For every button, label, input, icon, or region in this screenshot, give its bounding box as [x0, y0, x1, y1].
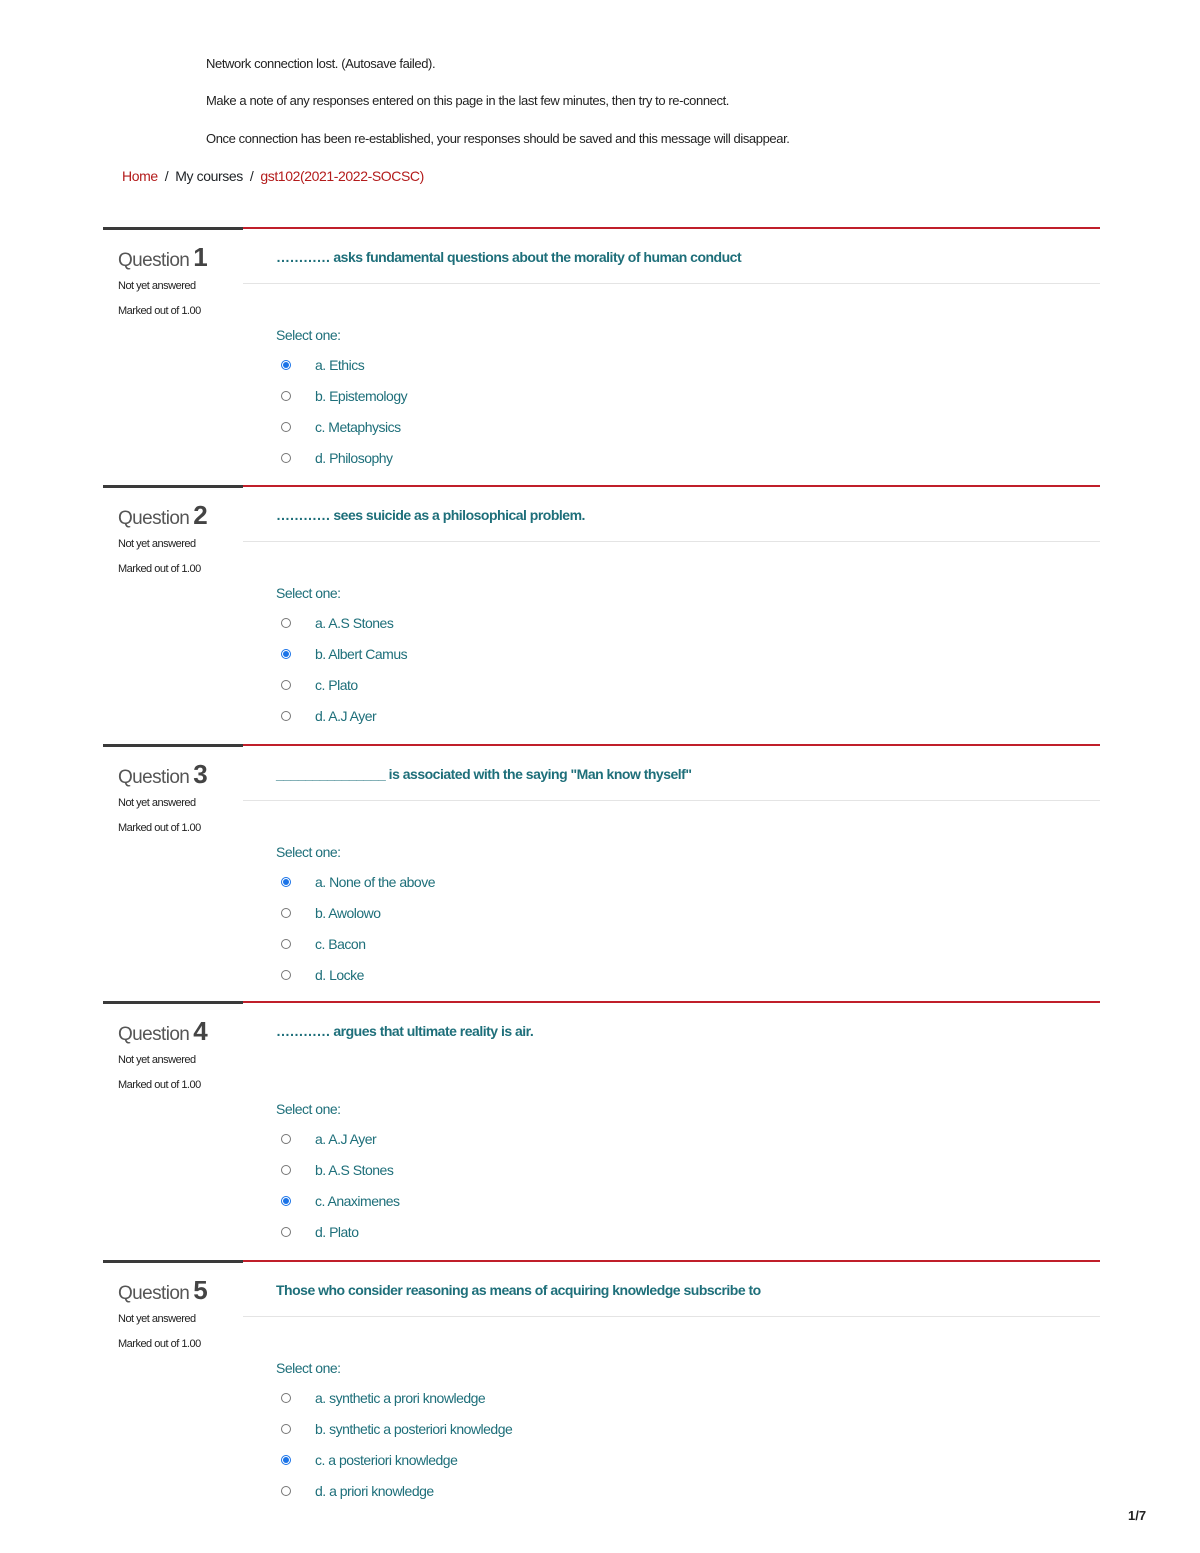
- answer-option-d[interactable]: [281, 700, 407, 731]
- question-info-top-border: [103, 1260, 243, 1263]
- answer-label[interactable]: d. Philosophy: [315, 449, 393, 466]
- question-number: 2: [193, 500, 208, 530]
- answer-label[interactable]: d. a priori knowledge: [315, 1482, 434, 1499]
- radio-button[interactable]: [281, 680, 291, 690]
- answer-label[interactable]: b. Awolowo: [315, 904, 381, 921]
- radio-button[interactable]: [281, 1393, 291, 1403]
- question-text: _______________ is associated with the saying "Man know thyself": [276, 766, 692, 782]
- answer-label[interactable]: c. Bacon: [315, 935, 366, 952]
- breadcrumb-home-link[interactable]: Home: [122, 168, 158, 184]
- question-title: [118, 500, 238, 531]
- radio-button[interactable]: [281, 908, 291, 918]
- radio-button[interactable]: [281, 711, 291, 721]
- radio-button[interactable]: [281, 1134, 291, 1144]
- question-state: Not yet answered: [118, 1054, 196, 1066]
- answer-option-c[interactable]: [281, 928, 435, 959]
- answer-label[interactable]: c. a posteriori knowledge: [315, 1451, 458, 1468]
- answer-label[interactable]: b. Albert Camus: [315, 645, 408, 662]
- breadcrumb-course-link[interactable]: gst102(2021-2022-SOCSC): [260, 168, 424, 184]
- question-1: [103, 227, 1100, 485]
- answer-label[interactable]: a. synthetic a prori knowledge: [315, 1389, 486, 1406]
- answer-option-b[interactable]: [281, 380, 407, 411]
- question-mark: Marked out of 1.00: [118, 1338, 201, 1350]
- answer-list: [281, 866, 435, 990]
- answer-label[interactable]: c. Metaphysics: [315, 418, 401, 435]
- radio-button[interactable]: [281, 939, 291, 949]
- answer-option-a[interactable]: [281, 1123, 400, 1154]
- answer-option-d[interactable]: [281, 1216, 400, 1247]
- radio-button[interactable]: [281, 453, 291, 463]
- answer-option-a[interactable]: [281, 349, 407, 380]
- radio-button[interactable]: [281, 422, 291, 432]
- question-3: [103, 744, 1100, 1002]
- select-one-label: Select one:: [276, 327, 341, 343]
- radio-button[interactable]: [281, 1455, 291, 1465]
- question-content-top-border: [243, 485, 1100, 487]
- question-mark: Marked out of 1.00: [118, 822, 201, 834]
- question-label: Question: [118, 250, 190, 271]
- radio-button[interactable]: [281, 1196, 291, 1206]
- question-state: Not yet answered: [118, 538, 196, 550]
- answer-list: [281, 1382, 512, 1506]
- answer-label[interactable]: a. A.S Stones: [315, 614, 394, 631]
- question-state: Not yet answered: [118, 280, 196, 292]
- answer-option-c[interactable]: [281, 669, 407, 700]
- answer-label[interactable]: c. Plato: [315, 676, 358, 693]
- answer-option-a[interactable]: [281, 607, 407, 638]
- answer-option-a[interactable]: [281, 1382, 512, 1413]
- question-label: Question: [118, 508, 190, 529]
- question-info: [118, 759, 238, 835]
- select-one-label: Select one:: [276, 1101, 341, 1117]
- answer-label[interactable]: a. A.J Ayer: [315, 1130, 377, 1147]
- question-content-top-border: [243, 227, 1100, 229]
- question-info: [118, 242, 238, 318]
- question-label: Question: [118, 1283, 190, 1304]
- answer-label[interactable]: c. Anaximenes: [315, 1192, 400, 1209]
- question-4: [103, 1001, 1100, 1259]
- question-divider: [243, 1316, 1100, 1317]
- question-state: Not yet answered: [118, 1313, 196, 1325]
- question-number: 5: [193, 1275, 208, 1305]
- question-number: 4: [193, 1016, 208, 1046]
- answer-option-c[interactable]: [281, 1185, 400, 1216]
- question-content-top-border: [243, 1001, 1100, 1003]
- question-5: [103, 1260, 1100, 1518]
- page-number: 1/7: [1128, 1508, 1147, 1523]
- breadcrumb-separator: /: [249, 168, 254, 184]
- answer-label[interactable]: d. Locke: [315, 966, 364, 983]
- answer-label[interactable]: b. synthetic a posteriori knowledge: [315, 1420, 513, 1437]
- question-2: [103, 485, 1100, 743]
- question-text: Those who consider reasoning as means of acquiring knowledge subscribe to: [276, 1282, 761, 1298]
- question-info: [118, 1275, 238, 1351]
- answer-list: [281, 607, 407, 731]
- question-mark: Marked out of 1.00: [118, 563, 201, 575]
- question-label: Question: [118, 767, 190, 788]
- question-title: [118, 1016, 238, 1047]
- answer-label[interactable]: a. None of the above: [315, 873, 435, 890]
- question-title: [118, 759, 238, 790]
- select-one-label: Select one:: [276, 844, 341, 860]
- answer-option-b[interactable]: [281, 1154, 400, 1185]
- breadcrumb-my-courses-link[interactable]: My courses: [175, 168, 243, 184]
- answer-option-c[interactable]: [281, 1444, 512, 1475]
- answer-option-d[interactable]: [281, 442, 407, 473]
- question-divider: [243, 800, 1100, 801]
- question-info-top-border: [103, 1001, 243, 1004]
- radio-button[interactable]: [281, 618, 291, 628]
- network-notice-line-1: Network connection lost. (Autosave failed).: [206, 56, 436, 71]
- question-info-top-border: [103, 744, 243, 747]
- breadcrumb: [122, 168, 424, 184]
- question-number: 3: [193, 759, 208, 789]
- select-one-label: Select one:: [276, 1360, 341, 1376]
- answer-option-b[interactable]: [281, 897, 435, 928]
- radio-button[interactable]: [281, 1424, 291, 1434]
- answer-list: [281, 1123, 400, 1247]
- answer-option-b[interactable]: [281, 1413, 512, 1444]
- answer-option-a[interactable]: [281, 866, 435, 897]
- question-info: [118, 1016, 238, 1092]
- select-one-label: Select one:: [276, 585, 341, 601]
- answer-label[interactable]: d. Plato: [315, 1223, 359, 1240]
- question-content-top-border: [243, 744, 1100, 746]
- question-label: Question: [118, 1024, 190, 1045]
- question-text: ………… sees suicide as a philosophical problem.: [276, 507, 585, 523]
- radio-button[interactable]: [281, 877, 291, 887]
- network-notice-line-2: Make a note of any responses entered on this page in the last few minutes, then try to re-connect.: [206, 93, 730, 108]
- network-notice-line-3: Once connection has been re-established, your responses should be saved and this message will disappear.: [206, 131, 790, 146]
- breadcrumb-separator: /: [164, 168, 169, 184]
- radio-button[interactable]: [281, 1486, 291, 1496]
- answer-option-d[interactable]: [281, 959, 435, 990]
- radio-button[interactable]: [281, 360, 291, 370]
- question-title: [118, 242, 238, 273]
- question-number: 1: [193, 242, 208, 272]
- question-mark: Marked out of 1.00: [118, 305, 201, 317]
- radio-button[interactable]: [281, 1165, 291, 1175]
- question-title: [118, 1275, 238, 1306]
- radio-button[interactable]: [281, 970, 291, 980]
- answer-label[interactable]: b. Epistemology: [315, 387, 408, 404]
- answer-label[interactable]: a. Ethics: [315, 356, 365, 373]
- radio-button[interactable]: [281, 649, 291, 659]
- question-divider: [243, 541, 1100, 542]
- question-text: ………… argues that ultimate reality is air.: [276, 1023, 534, 1039]
- radio-button[interactable]: [281, 391, 291, 401]
- question-content-top-border: [243, 1260, 1100, 1262]
- answer-option-d[interactable]: [281, 1475, 512, 1506]
- radio-button[interactable]: [281, 1227, 291, 1237]
- answer-option-c[interactable]: [281, 411, 407, 442]
- answer-label[interactable]: d. A.J Ayer: [315, 707, 377, 724]
- question-info-top-border: [103, 227, 243, 230]
- question-info-top-border: [103, 485, 243, 488]
- answer-option-b[interactable]: [281, 638, 407, 669]
- answer-list: [281, 349, 407, 473]
- question-state: Not yet answered: [118, 797, 196, 809]
- question-info: [118, 500, 238, 576]
- question-mark: Marked out of 1.00: [118, 1079, 201, 1091]
- answer-label[interactable]: b. A.S Stones: [315, 1161, 394, 1178]
- question-text: ………… asks fundamental questions about the morality of human conduct: [276, 249, 742, 265]
- question-divider: [243, 283, 1100, 284]
